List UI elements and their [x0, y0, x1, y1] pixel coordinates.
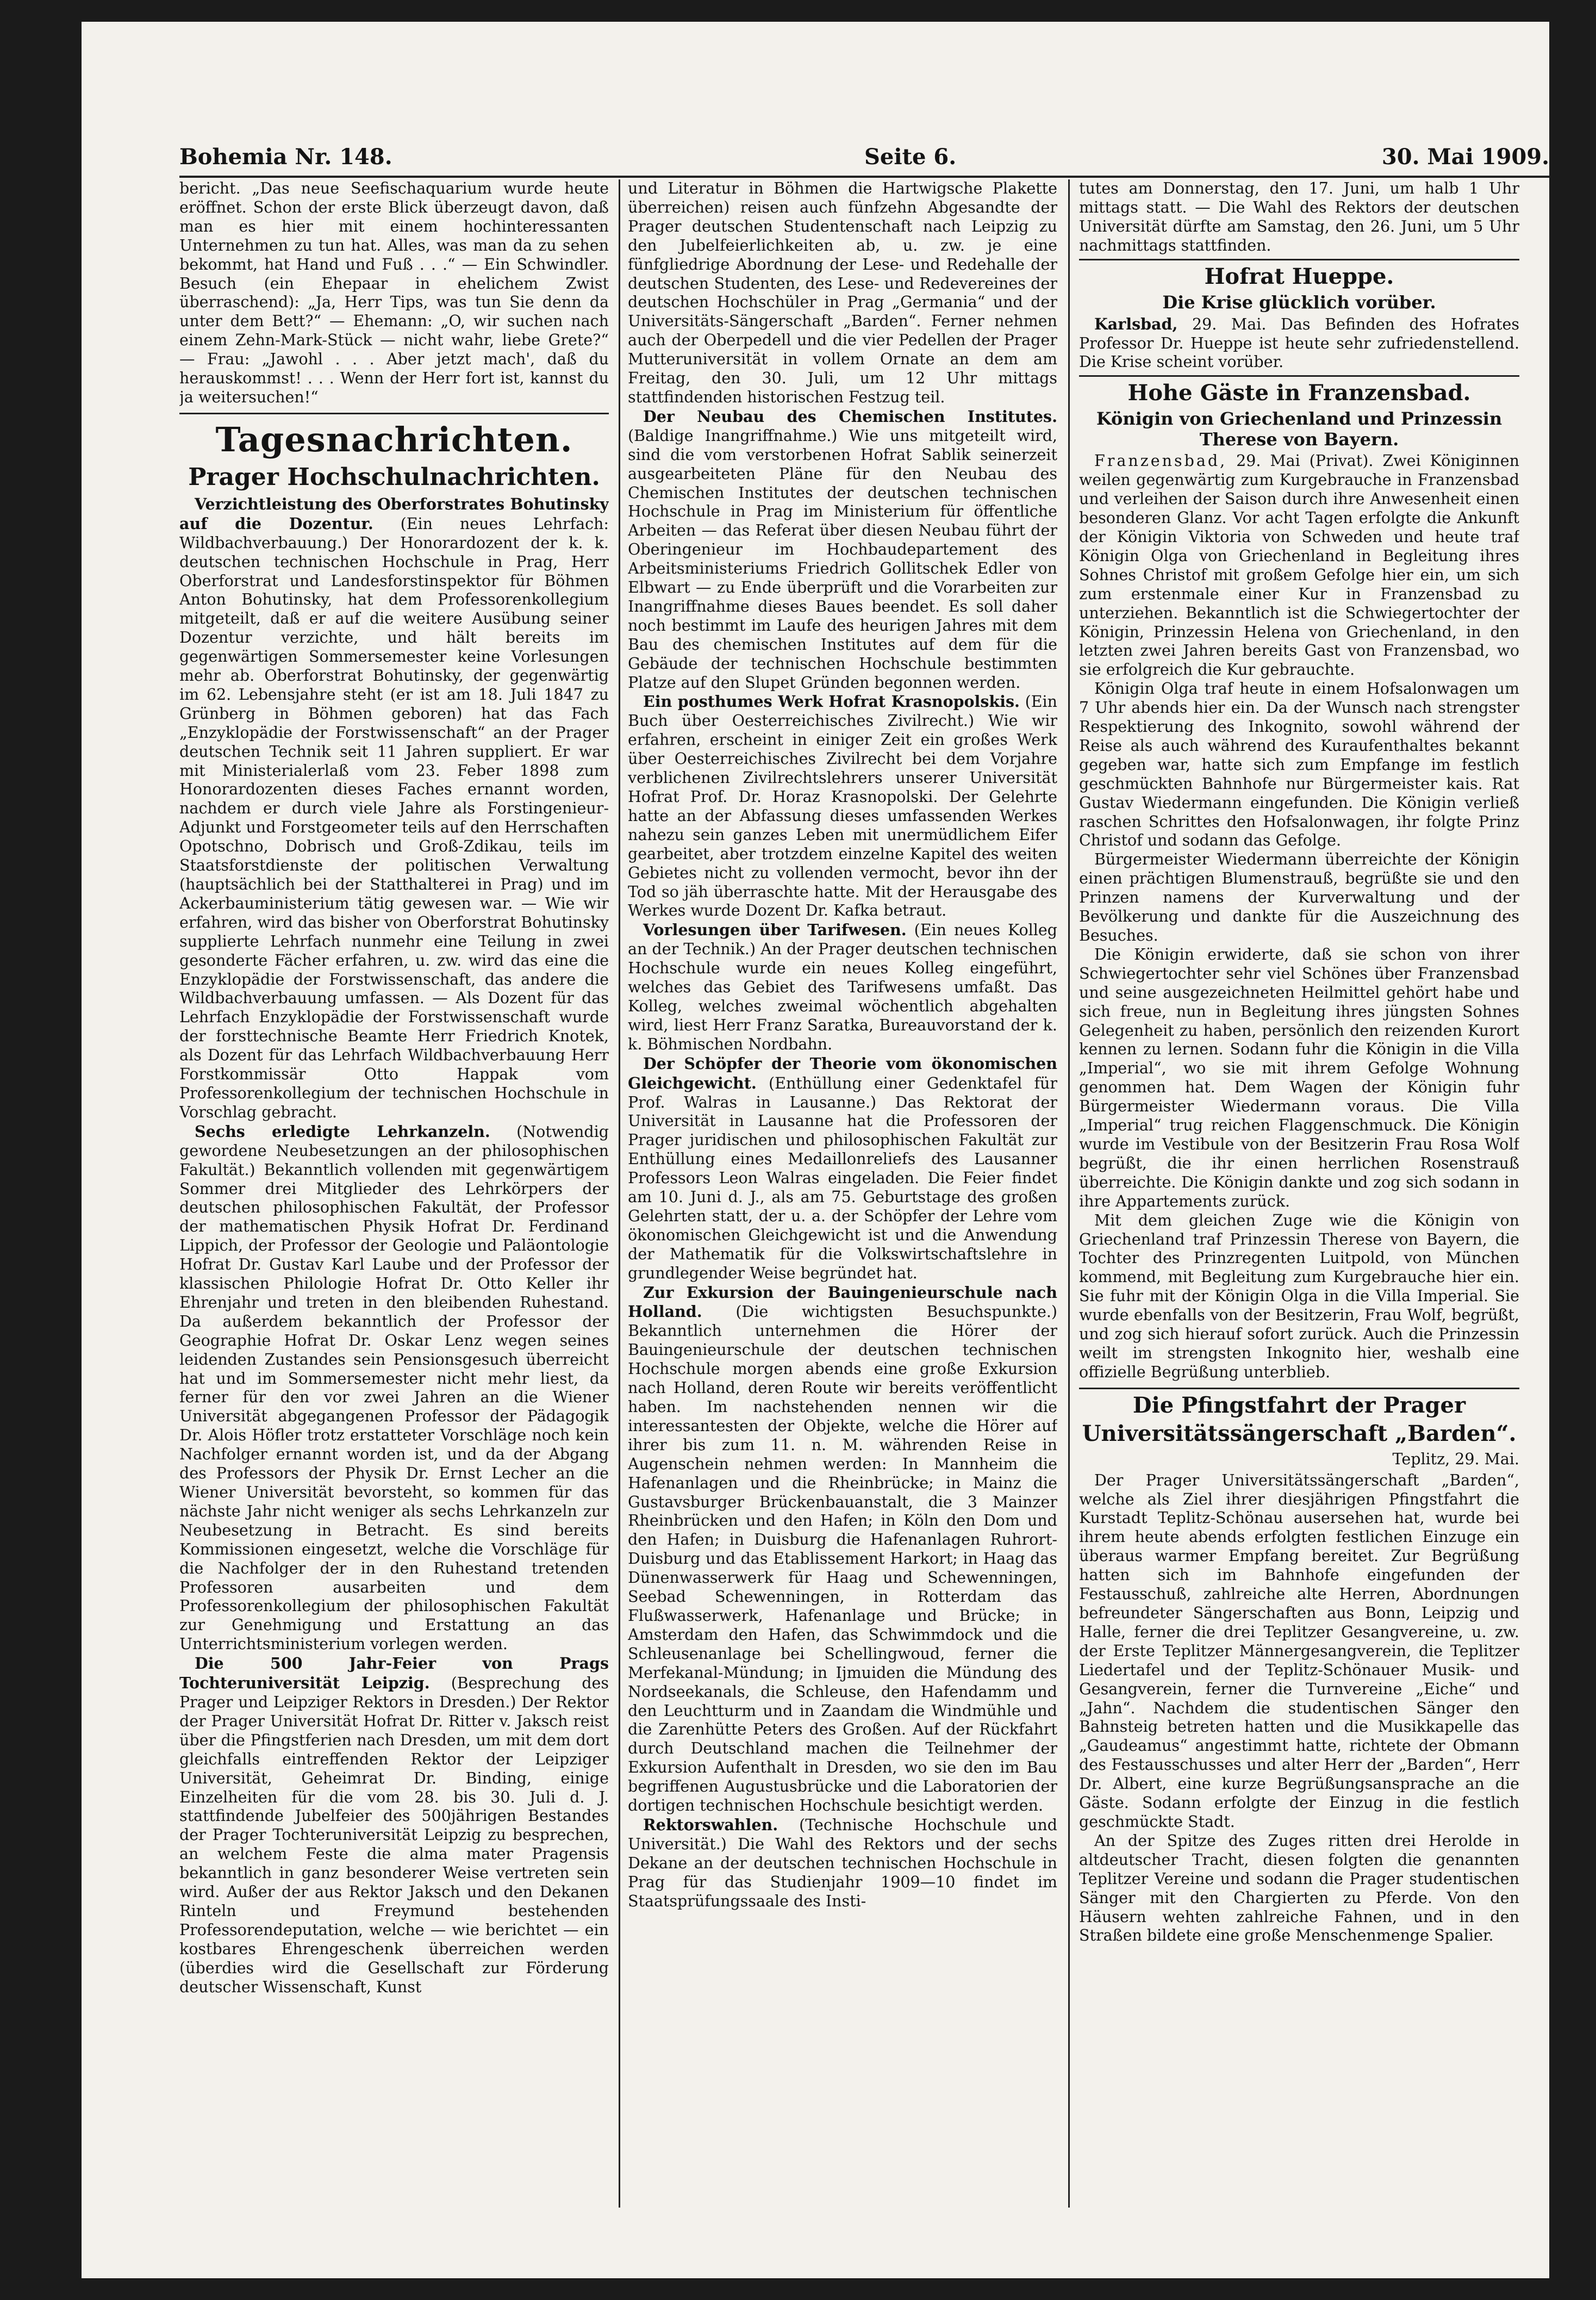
- article-body: (Notwendig gewordene Neubesetzungen an der philosophischen Fakultät.) Bekanntlich vollenden mit gegenwärtigem Sommer drei Mitglieder des Lehrkörpers der deutschen philosophischen Fakultät, der Professor der mathematischen Physik Hofrat Dr. Ferdinand Lippich, der Professor der Geologie und Paläontologie Hofrat Dr. Gustav Karl Laube und der Professor der klassischen Philologie Hofrat Dr. Otto Keller ihr Ehrenjahr und treten in den bleibenden Ruhestand. Da außerdem bekanntlich der Professor der Geographie Hofrat Dr. Oskar Lenz wegen seines leidenden Zustandes sein Pensionsgesuch überreicht hat und im Sommersemester nicht mehr liest, da ferner für den vor zwei Jahren an die Wiener Universität abgegangenen Professor der Pädagogik Dr. Alois Höfler trotz erstatteter Vorschläge noch kein Nachfolger ernannt worden ist, und da der Abgang des Professors der Physik Dr. Ernst Lecher an die Wiener Universität bevorsteht, so kommen für das nächste Jahr nicht weniger als sechs Lehrkanzeln zur Neubesetzung in Betracht. Es sind bereits Kommissionen eingesetzt, welche die Vorschläge für die Nachfolger der in den Ruhestand tretenden Professoren ausarbeiten und dem Professorenkollegium der philosophischen Fakultät zur Genehmigung und Erstattung an das Unterrichtsministerium vorlegen werden.: [179, 1122, 609, 1653]
- header-rule: [179, 176, 1549, 178]
- subsection-title: Prager Hochschulnachrichten.: [188, 463, 600, 491]
- article-headline: Die 500 Jahr-Feier von Prags Tochteruniversität Leipzig.: [179, 1654, 609, 1693]
- section-rule: [1079, 375, 1519, 377]
- newspaper-page: [82, 22, 1549, 2278]
- article-headline: Der Schöpfer der Theorie vom ökonomischen Gleichgewicht.: [628, 1054, 1057, 1092]
- article-body: 29. Mai (Privat). Zwei Königinnen weilen gegenwärtig zum Kurgebrauche in Franzensbad und verleihen der Saison durch ihre Anwesenheit einen besonderen Glanz. Vor acht Tagen erfolgte die Ankunft der Königin Viktoria von Schweden und heute traf Königin Olga von Griechenland in Begleitung ihres Sohnes Christof mit großem Gefolge hier ein, um sich zum erstenmale einer Kur in Franzensbad zu unterziehen. Bekanntlich ist die Schwiegertochter der Königin, Prinzessin Helena von Griechenland, in den letzten zwei Jahren bereits Gast von Franzensbad, wo sie erfolgreich die Kur gebrauchte.: [1079, 452, 1519, 679]
- article-body: 29. Mai. Das Befinden des Hofrates Professor Dr. Hueppe ist heute sehr zufriedenstellend. Die Krise scheint vorüber.: [1079, 315, 1519, 371]
- article-body: (Ein neues Kolleg an der Technik.) An der Prager deutschen technischen Hochschule wurde ein neues Kolleg eingeführt, welches das Gebiet des Tarifwesens umfaßt. Das Kolleg, welches zweimal wöchentlich abgehalten wird, liest Herr Franz Saratka, Bureauvorstand der k. k. Böhmischen Nordbahn.: [628, 921, 1057, 1053]
- article-paragraph: Die Königin erwiderte, daß sie schon von ihrer Schwiegertochter sehr viel Schönes über Franzensbad und seine ausgezeichneten Heilmittel gehört habe und sich freue, nun in Begleitung ihres jüngsten Sohnes Gelegenheit zu haben, persönlich den reizenden Kurort kennen zu lernen. Sodann fuhr die Königin in die Villa „Imperial“, wo sie mit ihrem Gefolge Wohnung genommen hat. Dem Wagen der Königin fuhr Bürgermeister Wiedermann voraus. Die Villa „Imperial“ trug reichen Flaggenschmuck. Die Königin wurde im Vestibule von der Besitzerin Frau Rosa Wolf begrüßt, die ihr einen herrlichen Rosenstrauß überreichte. Die Königin dankte und zog sich sodann in ihre Appartements zurück.: [1079, 945, 1519, 1210]
- section-subtitle: Königin von Griechenland und Prinzessin Therese von Bayern.: [1096, 408, 1503, 450]
- page-header: [179, 144, 1549, 177]
- article-headline: Der Neubau des Chemischen Institutes.: [643, 407, 1057, 426]
- section-title: Die Pfingstfahrt der Prager Universitätssängerschaft „Barden“.: [1082, 1392, 1517, 1446]
- article-headline: Sechs erledigte Lehrkanzeln.: [195, 1122, 490, 1141]
- article-headline: Rektorswahlen.: [643, 1815, 778, 1834]
- article-paragraph: [179, 1654, 609, 1997]
- column-3: [1079, 179, 1519, 2202]
- article-paragraph: Der Prager Universitätssängerschaft „Barden“, welche als Ziel ihrer diesjährigen Pfingstfahrt die Kurstadt Teplitz-Schönau ausersehen hat, wurde bei ihrem heute abends erfolgten festlichen Einzuge ein überaus warmer Empfang bereitet. Zur Begrüßung hatten sich im Bahnhofe eingefunden der Festausschuß, zahlreiche alte Herren, Abordnungen befreundeter Sängerschaften aus Bonn, Leipzig und Halle, ferner die drei Teplitzer Gesangvereine, u. zw. der Erste Teplitzer Männergesangverein, die Teplitzer Liedertafel und der Teplitz-Schönauer Musik- und Gesangverein, ferner die Turnvereine „Eiche“ und „Jahn“. Nachdem die studentischen Sänger den Bahnsteig betreten hatten und die Musikkapelle das „Gaudeamus“ angestimmt hatte, richtete der Obmann des Festausschusses und alter Herr der „Barden“, Herr Dr. Albert, eine kurze Begrüßungsansprache an die Gäste. Sodann erfolgte der Einzug in die festlich geschmückte Stadt.: [1079, 1471, 1519, 1831]
- article-paragraph: [628, 692, 1057, 921]
- article-paragraph: An der Spitze des Zuges ritten drei Herolde in altdeutscher Tracht, diesen folgten die genannten Teplitzer Vereine und sodann die Prager studentischen Sänger mit den Chargierten zu Pferde. Von den Häusern wehten zahlreiche Fahnen, und in den Straßen bildete eine große Menschenmenge Spalier.: [1079, 1831, 1519, 1945]
- article-paragraph: [1079, 452, 1519, 680]
- issue-number: Bohemia Nr. 148.: [179, 144, 392, 170]
- article-headline: Zur Exkursion der Bauingenieurschule nach Holland.: [628, 1283, 1057, 1321]
- article-headline: Ein posthumes Werk Hofrat Krasnopolskis.: [643, 692, 1020, 711]
- column-rule-2: [1068, 179, 1070, 2208]
- section-title: Hohe Gäste in Franzensbad.: [1127, 380, 1471, 406]
- page-number: Seite 6.: [864, 144, 957, 170]
- issue-date: 30. Mai 1909.: [1381, 144, 1549, 170]
- article-paragraph: [628, 1054, 1057, 1283]
- column-1: [179, 179, 609, 2278]
- article-headline: Vorlesungen über Tarifwesen.: [643, 921, 907, 940]
- continued-paragraph: und Literatur in Böhmen die Hartwigsche Plakette überreichen) reisen auch fünfzehn Abgesandte der Prager deutschen Studentenschaft nach Leipzig zu den Jubelfeierlichkeiten ab, u. zw. je eine fünfgliedrige Abordnung der Lese- und Redehalle der deutschen Studenten, des Lese- und Redevereines der deutschen Hochschüler in Prag „Germania“ und der Universitäts-Sängerschaft „Barden“. Ferner nehmen auch der Oberpedell und die vier Pedellen der Prager Mutteruniversität in vollem Ornate an dem am Freitag, den 30. Juli, um 12 Uhr mittags stattfindenden historischen Festzug teil.: [628, 179, 1057, 406]
- article-paragraph: [179, 1122, 609, 1654]
- article-paragraph: [179, 495, 609, 1122]
- article-paragraph: [628, 1283, 1057, 1816]
- article-body: (Besprechung des Prager und Leipziger Rektors in Dresden.) Der Rektor der Prager Universität Hofrat Dr. Ritter v. Jaksch reist über die Pfingstferien nach Dresden, um mit dem dort gleichfalls eintreffenden Rektor der Leipziger Universität, Geheimrat Dr. Binding, einige Einzelheiten für die vom 28. bis 30. Juli d. J. stattfindende Jubelfeier des 500jährigen Bestandes der Prager Tochteruniversität Leipzig zu besprechen, an welchem Feste die alma mater Pragensis bekanntlich in ganz besonderer Weise vertreten sein wird. Außer der aus Rektor Jaksch und den Dekanen Rinteln und Freymund bestehenden Professorendeputation, welche — wie berichtet — ein kostbares Ehrengeschenk überreichen werden (überdies wird die Gesellschaft zur Förderung deutscher Wissenschaft, Kunst: [179, 1674, 609, 1996]
- article-body: (Baldige Inangriffnahme.) Wie uns mitgeteilt wird, sind die vom verstorbenen Hofrat Sablik seinerzeit ausgearbeiteten Pläne für den Neubau des Chemischen Institutes der deutschen technischen Hochschule in Prag im Ministerium für öffentliche Arbeiten — das Referat über diesen Neubau führt der Oberingenieur im Hochbaudepartement des Arbeitsministeriums Friedrich Gollitschek Edler von Elbwart — zu Ende überprüft und die Vorarbeiten zur Inangriffnahme dieses Baues beendet. Es soll daher noch bestimmt im Laufe des heurigen Jahres mit dem Bau des chemischen Institutes auf dem für die Gebäude der technischen Hochschule bestimmten Platze auf den Slupet Gründen begonnen werden.: [628, 426, 1057, 692]
- article-body: (Ein Buch über Oesterreichisches Zivilrecht.) Wie wir erfahren, erscheint in einiger Zeit ein großes Werk über Oesterreichisches Zivilrecht bei dem Vorjahre verblichenen Zivilrechtslehrers unserer Universität Hofrat Prof. Dr. Horaz Krasnopolski. Der Gelehrte hatte an der Abfassung dieses umfassenden Werkes nahezu sein ganzes Leben mit unermüdlichem Eifer gearbeitet, aber trotzdem einzelne Kapitel des weiten Gebietes nicht zu vollenden vermocht, bevor ihn der Tod so jäh überraschte hatte. Mit der Herausgabe des Werkes wurde Dozent Dr. Kafka betraut.: [628, 693, 1057, 920]
- main-section-title: Tagesnachrichten.: [215, 419, 573, 459]
- article-headline: Verzichtleistung des Oberforstrates Bohutinsky auf die Dozentur.: [179, 494, 609, 533]
- article-body: (Technische Hochschule und Universität.) Die Wahl des Rektors und der sechs Dekane an der deutschen technischen Hochschule in Prag für das Studienjahr 1909—10 findet im Staatsprüfungssaale des Insti-: [628, 1816, 1057, 1910]
- section-rule: [179, 413, 609, 414]
- continued-paragraph: tutes am Donnerstag, den 17. Juni, um halb 1 Uhr mittags statt. — Die Wahl des Rektors der deutschen Universität dürfte am Samstag, den 26. Juni, um 5 Uhr nachmittags stattfinden.: [1079, 179, 1519, 254]
- section-subtitle: Die Krise glücklich vorüber.: [1162, 291, 1436, 313]
- article-paragraph: [628, 1816, 1057, 1911]
- article-paragraph: [628, 407, 1057, 693]
- dateline: Teplitz, 29. Mai.: [1392, 1450, 1519, 1468]
- section-rule: [1079, 1388, 1519, 1389]
- article-paragraph: [1079, 315, 1519, 372]
- dateline-place: Karlsbad,: [1094, 314, 1178, 333]
- intro-paragraph: bericht. „Das neue Seefischaquarium wurde heute eröffnet. Schon der erste Blick überzeugt davon, daß man es hier mit einem hochinteressanten Unternehmen zu tun hat. Alles, was man da zu sehen bekommt, hat Hand und Fuß . . .“ — Ein Schwindler. Besuch (ein Ehepaar in ehelichem Zwist überraschend): „Ja, Herr Tips, was tun Sie denn da unter dem Bett?“ — Ehemann: „O, wir suchen nach einem Zehn-Mark-Stück — nicht wahr, liebe Grete?“ — Frau: „Jawohl . . . Aber jetzt mach', daß du herauskommst! . . . Wenn der Herr fort ist, kannst du ja weitersuchen!“: [179, 179, 609, 406]
- article-paragraph: Bürgermeister Wiedermann überreichte der Königin einen prächtigen Blumenstrauß, begrüßte sie und den Prinzen namens der Kurverwaltung und der Bevölkerung und dankte für die Auszeichnung des Besuches.: [1079, 850, 1519, 944]
- column-rule-1: [619, 179, 620, 2208]
- article-paragraph: Mit dem gleichen Zuge wie die Königin von Griechenland traf Prinzessin Therese von Bayern, die Tochter des Prinzregenten Luitpold, von München kommend, mit Begleitung zum Kurgebrauche hier ein. Sie fuhr mit der Königin Olga in die Villa Imperial. Sie wurde ebenfalls von der Besitzerin, Frau Wolf, begrüßt, und zog sich hierauf sofort zurück. Auch die Prinzessin weilt im strengsten Inkognito hier, weshalb eine offizielle Begrüßung unterblieb.: [1079, 1211, 1519, 1381]
- article-paragraph: Königin Olga traf heute in einem Hofsalonwagen um 7 Uhr abends hier ein. Da der Wunsch nach strengster Respektierung des Inkognito, sowohl während der Reise als auch während des Kuraufenthaltes bekannt gegeben war, hatte sich zum Empfange im festlich geschmückten Bahnhofe nur Bürgermeister kais. Rat Gustav Wiedermann eingefunden. Die Königin verließ raschen Schrittes den Hofsalonwagen, ihr folgte Prinz Christof und sodann das Gefolge.: [1079, 680, 1519, 850]
- dateline-place: Franzensbad,: [1094, 452, 1227, 470]
- article-body: (Enthüllung einer Gedenktafel für Prof. Walras in Lausanne.) Das Rektorat der Universität in Lausanne hat die Professoren der Prager juridischen und philosophischen Fakultät zur Enthüllung eines Medaillonreliefs des Lausanner Professors Leon Walras eingeladen. Die Feier findet am 10. Juni d. J., als am 75. Geburtstage des großen Gelehrten statt, der u. a. der Schöpfer der Lehre vom ökonomischen Gleichgewicht ist und die Anwendung der Mathematik für die Volkswirtschaftslehre in grundlegender Weise begründet hat.: [628, 1074, 1057, 1282]
- section-rule: [1079, 259, 1519, 260]
- article-paragraph: [628, 921, 1057, 1054]
- section-title: Hofrat Hueppe.: [1204, 263, 1394, 289]
- article-body: (Ein neues Lehrfach: Wildbachverbauung.) Der Honorardozent der k. k. deutschen technischen Hochschule in Prag, Herr Oberforstrat und Landesforstinspektor für Böhmen Anton Bohutinsky, hat dem Professorenkollegium mitgeteilt, daß er auf die weitere Ausübung seiner Dozentur verzichte, und hält bereits im gegenwärtigen Sommersemester keine Vorlesungen mehr ab. Oberforstrat Bohutinsky, der gegenwärtig im 62. Lebensjahre steht (er ist am 18. Juli 1847 zu Grünberg in Böhmen geboren) hat das Fach „Enzyklopädie der Forstwissenschaft“ an der Prager deutschen Technik seit 11 Jahren suppliert. Er war mit Ministerialerlaß vom 23. Feber 1898 zum Honorardozenten dieses Faches ernannt worden, nachdem er durch viele Jahre als Forstingenieur-Adjunkt und Forstgeometer teils auf den Herrschaften Opotschno, Dobrisch und Groß-Zdikau, teils im Staatsforstdienste der politischen Verwaltung (hauptsächlich bei der Statthalterei in Prag) und im Ackerbauministerium tätig gewesen war. — Wie wir erfahren, wird das bisher von Oberforstrat Bohutinsky supplierte Lehrfach nunmehr eine Teilung in zwei gesonderte Fächer erfahren, u. zw. wird das eine die Enzyklopädie der Forstwissenschaft, das andere die Wildbachverbauung umfassen. — Als Dozent für das Lehrfach Enzyklopädie der Forstwissenschaft wurde der forsttechnische Beamte Herr Friedrich Knotek, als Dozent für das Lehrfach Wildbachverbauung Herr Forstkommissär Otto Happak vom Professorenkollegium der technischen Hochschule in Vorschlag gebracht.: [179, 514, 609, 1121]
- article-body: (Die wichtigsten Besuchspunkte.) Bekanntlich unternehmen die Hörer der Bauingenieurschule der deutschen technischen Hochschule morgen abends eine große Exkursion nach Holland, deren Route wir bereits veröffentlicht haben. Im nachstehenden nennen wir die interessantesten der Objekte, welche die Hörer auf ihrer bis zum 11. n. M. währenden Reise in Augenschein nehmen werden: In Mannheim die Hafenanlagen und die Rheinbrücke; in Mainz die Gustavsburger Brückenbauanstalt, die 3 Mainzer Rheinbrücken und den Hafen; in Köln den Dom und den Hafen; in Duisburg die Hafenanlagen Ruhrort-Duisburg und das Etablissement Harkort; in Haag das Dünenwasserwerk für Haag und Schewenningen, Seebad Schewenningen, in Rotterdam das Flußwasserwerk, Hafenanlage und Brücke; in Amsterdam den Hafen, das Schwimmdock und die Schleusenanlage bei Schellingwoud, ferner die Merfekanal-Mündung; in Ijmuiden die Mündung des Nordseekanals, die Schleuse, den Hafendamm und den Leuchtturm und in Zaandam die Windmühle und die Zarenhütte Peters des Großen. Auf der Rückfahrt durch Deutschland machen die Teilnehmer der Exkursion Aufenthalt in Dresden, wo sie den im Bau begriffenen Augustusbrücke und die Laboratorien der dortigen technischen Hochschule besichtigt werden.: [628, 1303, 1057, 1815]
- column-2: [628, 179, 1057, 2202]
